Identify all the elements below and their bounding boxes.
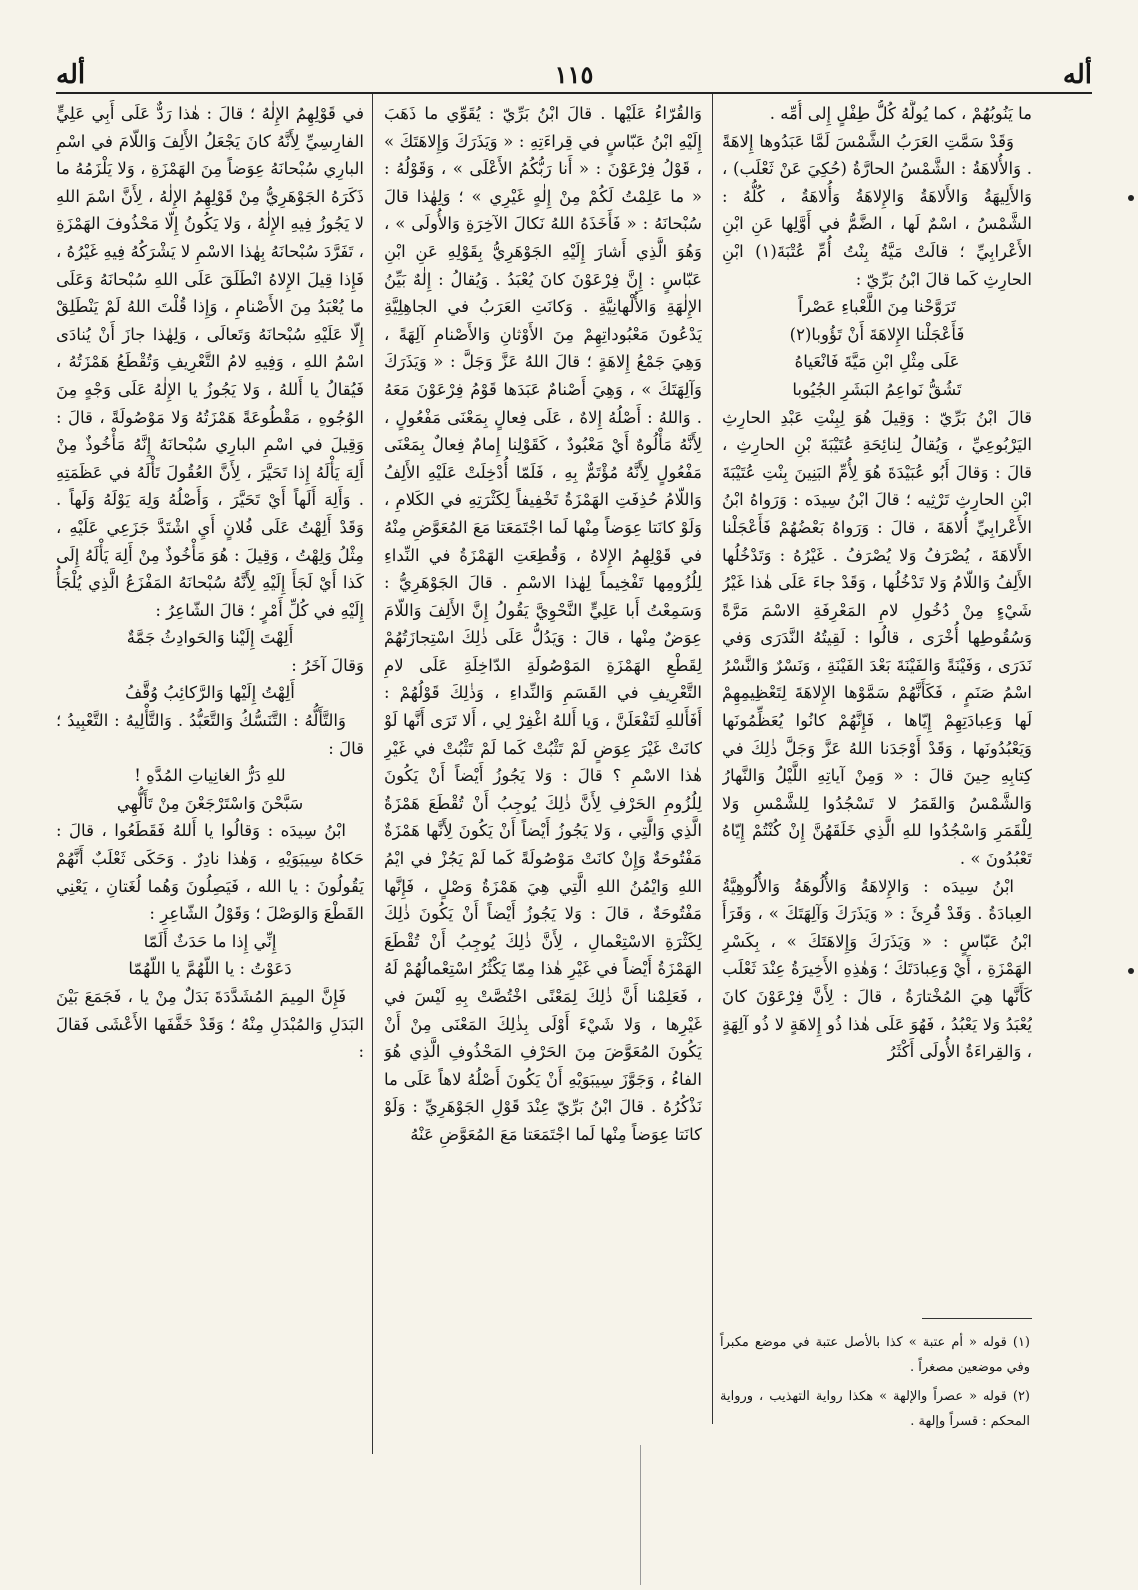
column-right xyxy=(722,100,1032,1310)
paragraph: وَالقُرّاءُ عَلَيْها . قالَ ابْنُ بَرِّيّ : يُقَوِّي ما ذَهَبَ إِلَيْهِ ابْنُ عَبّاسٍ في قِراءَتِهِ : « وَيَذَرَكَ وَإِلاهَتَكَ » ، قَوْلُ فِرْعَوْنَ : « أَنا رَبُّكُمُ الأَعْلَى » ، وَقَوْلُهُ : « ما عَلِمْتُ لَكُمْ مِنْ إِلٰهٍ غَيْرِي » ؛ وَلِهٰذا قالَ سُبْحانَهُ : « فَأَخَذَهُ اللهُ نَكالَ الآخِرَةِ وَالأُولَى » ، وَهُوَ الَّذِي أَشارَ إِلَيْهِ الجَوْهَرِيُّ بِقَوْلِهِ عَنِ ابْنِ عَبّاسٍ : إِنَّ فِرْعَوْنَ كانَ يُعْبَدُ . وَيُقالُ : إِلٰهٌ بَيِّنُ الإِلٰهَةِ وَالأُلْهانِيَّةِ . وَكانَتِ العَرَبُ في الجاهِلِيَّةِ يَدْعُونَ مَعْبُوداتِهِمْ مِنَ الأَوْثانِ وَالأَصْنامِ آلِهَةً ، وَهِيَ جَمْعُ إِلاهَةٍ ؛ قالَ اللهُ عَزَّ وَجَلَّ : « وَيَذَرَكَ وَآلِهَتَكَ » ، وَهِيَ أَصْنامٌ عَبَدَها قَوْمُ فِرْعَوْنَ مَعَهُ . وَاللهُ : أَصْلُهُ إِلاهٌ ، عَلَى فِعالٍ بِمَعْنَى مَفْعُولٍ ، لِأَنَّهُ مَأْلُوهٌ أَيْ مَعْبُودٌ ، كَقَوْلِنا إِمامٌ فِعالٌ بِمَعْنَى مَفْعُولٍ لِأَنَّهُ مُؤْتَمٌّ بِهِ ، فَلَمّا أُدْخِلَتْ عَلَيْهِ الأَلِفُ وَاللّامُ حُذِفَتِ الهَمْزَةُ تَخْفِيفاً لِكَثْرَتِهِ في الكَلامِ ، وَلَوْ كانَتا عِوَضاً مِنْها لَما اجْتَمَعَتا مَعَ المُعَوَّضِ مِنْهُ في قَوْلِهِمُ الإِلاهُ ، وَقُطِعَتِ الهَمْزَةُ في النِّداءِ لِلُزُومِها تَفْخِيماً لِهٰذا الاسْمِ . قالَ الجَوْهَرِيُّ : وَسَمِعْتُ أَبا عَلِيٍّ النَّحْوِيَّ يَقُولُ إِنَّ الأَلِفَ وَاللّامَ عِوَضٌ مِنْها ، قالَ : وَيَدُلُّ عَلَى ذٰلِكَ اسْتِجازَتُهُمْ لِقَطْعِ الهَمْزَةِ المَوْصُولَةِ الدّاخِلَةِ عَلَى لامِ التَّعْرِيفِ في القَسَمِ وَالنِّداءِ ، وَذٰلِكَ قَوْلُهُمْ : أَفَأَللهِ لَتَفْعَلَنَّ ، وَيا أَللهُ اغْفِرْ لِي ، أَلا تَرَى أَنَّها لَوْ كانَتْ غَيْرَ عِوَضٍ لَمْ تَثْبُتْ كَما لَمْ تَثْبُتْ في غَيْرِ هٰذا الاسْمِ ؟ قالَ : وَلا يَجُوزُ أَيْضاً أَنْ يَكُونَ لِلُزُومِ الحَرْفِ لِأَنَّ ذٰلِكَ يُوجِبُ أَنْ تُقْطَعَ هَمْزَةُ الَّذِي وَالَّتِي ، وَلا يَجُوزُ أَيْضاً أَنْ يَكُونَ لِأَنَّها هَمْزَةٌ مَفْتُوحَةٌ وَإِنْ كانَتْ مَوْصُولَةً كَما لَمْ يَجُزْ في ايْمُ اللهِ وَايْمُنُ اللهِ الَّتِي هِيَ هَمْزَةُ وَصْلٍ ، فَإِنَّها مَفْتُوحَةٌ ، قالَ : وَلا يَجُوزُ أَيْضاً أَنْ يَكُونَ ذٰلِكَ لِكَثْرَةِ الاسْتِعْمالِ ، لِأَنَّ ذٰلِكَ يُوجِبُ أَنْ تُقْطَعَ الهَمْزَةُ أَيْضاً في غَيْرِ هٰذا مِمّا يَكْثُرُ اسْتِعْمالُهُمْ لَهُ ، فَعَلِمْنا أَنَّ ذٰلِكَ لِمَعْنًى اخْتُصَّتْ بِهِ لَيْسَ في غَيْرِها ، وَلا شَيْءَ أَوْلَى بِذٰلِكَ المَعْنَى مِنْ أَنْ يَكُونَ المُعَوَّضَ مِنَ الحَرْفِ المَحْذُوفِ الَّذِي هُوَ الفاءُ ، وَجَوَّزَ سِيبَوَيْهِ أَنْ يَكُونَ أَصْلُهُ لاهاً عَلَى ما نَذْكُرُهُ . قالَ ابْنُ بَرِّيّ عِنْدَ قَوْلِ الجَوْهَرِيِّ : وَلَوْ كانَتا عِوَضاً مِنْها لَما اجْتَمَعَتا مَعَ المُعَوَّضِ عَنْهُ xyxy=(384,104,702,1144)
verse-line: دَعَوْتُ : يا اللّهُمَّ يا اللّهُمّا xyxy=(128,959,292,979)
header-rule xyxy=(56,92,1092,94)
verse-line: سَبَّحْنَ وَاسْتَرْجَعْنَ مِنْ تَأَلُّهِي xyxy=(116,793,304,813)
header-entry-word-right: أله xyxy=(1062,60,1092,90)
column-middle xyxy=(384,100,702,1430)
page-number: ١١٥ xyxy=(554,60,594,89)
paragraph: قالَ ابْنُ بَرِّيّ : وَقِيلَ هُوَ لِبِنْتِ عَبْدِ الحارِثِ اليَرْبُوعِيِّ ، وَيُقالُ لِنائِحَةِ عُتَيْبَةَ بْنِ الحارِثِ ، قالَ : وَقالَ أَبُو عُبَيْدَةَ هُوَ لِأُمِّ البَنِينَ بِنْتِ عُتَيْبَةَ ابْنِ الحارِثِ تَرْثِيه ؛ قالَ ابْنُ سِيدَه : وَرَواهُ ابْنُ الأَعْرابِيِّ أُلاهَةَ ، قالَ : وَرَواهُ بَعْضُهُمْ فَأَعْجَلْنا الأَلاهَةَ ، يُصْرَفُ وَلا يُصْرَفُ . غَيْرُهُ : وَتَدْخُلُها الأَلِفُ وَاللّامُ وَلا تَدْخُلُها ، وَقَدْ جاءَ عَلَى هٰذا غَيْرُ شَيْءٍ مِنْ دُخُولِ لامِ المَعْرِفَةِ الاسْمَ مَرَّةً وَسُقُوطِها أُخْرَى ، قالُوا : لَقِيتُهُ النَّدَرَى وَفي نَدَرَى ، وَفَيْنَةً وَالفَيْنَةَ بَعْدَ الفَيْنَةِ ، وَنَسْرٌ وَالنَّسْرُ اسْمُ صَنَمٍ ، فَكَأَنَّهُمْ سَمَّوْها الإِلاهَةَ لِتَعْظِيمِهِمْ لَها وَعِبادَتِهِمْ إِيّاها ، فَإِنَّهُمْ كانُوا يُعَظِّمُونَها وَيَعْبُدُونَها ، وَقَدْ أَوْجَدَنا اللهُ عَزَّ وَجَلَّ ذٰلِكَ في كِتابِهِ حِينَ قالَ : « وَمِنْ آياتِهِ اللَّيْلُ وَالنَّهارُ وَالشَّمْسُ وَالقَمَرُ لا تَسْجُدُوا لِلشَّمْسِ وَلا لِلْقَمَرِ وَاسْجُدُوا للهِ الَّذِي خَلَقَهُنَّ إِنْ كُنْتُمْ إِيّاهُ تَعْبُدُونَ » . xyxy=(722,407,1032,869)
paragraph: ما يَنُوبُهُمْ ، كما يُولَّهُ كُلُّ طِفْلٍ إِلى أُمِّه . xyxy=(769,104,1032,123)
verse-line: تَشُقُّ نَواعِمُ البَشَرِ الجُيُوبا xyxy=(792,379,962,399)
paragraph: ابْنُ سِيدَه : وَالإِلاهَةُ وَالأُلُوهَةُ وَالأُلُوهِيَّةُ العِبادَةُ . وَقَدْ قُرِئَ : « وَيَذَرَكَ وَآلِهَتَكَ » ، وَقَرَأَ ابْنُ عَبّاسٍ : « وَيَذَرَكَ وَإِلاهَتَكَ » ، بِكَسْرِ الهَمْزَةِ ، أَيْ وَعِبادَتَكَ ؛ وَهٰذِهِ الأَخِيرَةُ عِنْدَ ثَعْلَب كَأَنَّها هِيَ المُخْتارَةُ ، قالَ : لِأَنَّ فِرْعَوْنَ كانَ يُعْبَدُ وَلا يَعْبُدُ ، فَهُوَ عَلَى هٰذا ذُو إِلاهَةٍ لا ذُو آلِهَةٍ ، وَالقِراءَةُ الأُولَى أَكْثَرُ xyxy=(722,876,1032,1062)
verse-line: تَرَوَّحْنا مِنَ اللَّعْباءِ عَصْراً xyxy=(798,297,956,317)
margin-mark xyxy=(1128,968,1134,974)
paragraph: ابْنُ سِيدَه : وَقالُوا يا أَللهُ فَقَطَعُوا ، قالَ : حَكاهُ سِيبَوَيْهِ ، وَهٰذا نادِرٌ . وَحَكَى ثَعْلَبٌ أَنَّهُمْ يَقُولُونَ : يا الله ، فَيَصِلُونَ وَهُما لُغَتانِ ، يَعْنِي القَطْعَ وَالوَصْلَ ؛ وَقَوْلُ الشّاعِرِ : xyxy=(56,821,364,924)
verse-line: أَلِهْتَ إِلَيْنا وَالحَوادِثُ جَمَّةٌ xyxy=(126,628,294,648)
paragraph: فَإِنَّ المِيمَ المُشَدَّدَةَ بَدَلٌ مِنْ يا ، فَجَمَعَ بَيْنَ البَدَلِ وَالمُبْدَلِ مِنْهُ ؛ وَقَدْ خَفَّفَها الأَعْشَى فَقالَ : xyxy=(56,987,364,1062)
column-left xyxy=(56,100,364,1430)
paragraph: في قَوْلِهِمُ الإِلٰهُ ؛ قالَ : هٰذا رَدٌّ عَلَى أَبِي عَلِيٍّ الفارِسِيِّ لِأَنَّهُ كانَ يَجْعَلُ الأَلِفَ وَاللّامَ في اسْمِ البارِي سُبْحانَهُ عِوَضاً مِنَ الهَمْزَةِ ، وَلا يَلْزَمُهُ ما ذَكَرَهُ الجَوْهَرِيُّ مِنْ قَوْلِهِمُ الإِلٰهُ ، لِأَنَّ اسْمَ اللهِ لا يَجُوزُ فِيهِ الإِلٰهُ ، وَلا يَكُونُ إِلّا مَحْذُوفَ الهَمْزَةِ ، تَفَرَّدَ سُبْحانَهُ بِهٰذا الاسْمِ لا يَشْرَكُهُ فِيهِ غَيْرُهُ ، فَإِذا قِيلَ الإِلاهُ انْطَلَقَ عَلَى اللهِ سُبْحانَهُ وَعَلَى ما يُعْبَدُ مِنَ الأَصْنامِ ، وَإِذا قُلْتَ اللهُ لَمْ يَنْطَلِقْ إِلّا عَلَيْهِ سُبْحانَهُ وَتَعالَى ، وَلِهٰذا جازَ أَنْ يُنادَى اسْمُ اللهِ ، وَفِيهِ لامُ التَّعْرِيفِ وَتُقْطَعُ هَمْزَتُهُ ، فَيُقالُ يا أَللهُ ، وَلا يَجُوزُ يا الإِلٰهُ عَلَى وَجْهٍ مِنَ الوُجُوهِ ، مَقْطُوعَةً هَمْزَتُهُ وَلا مَوْصُولَةً ، قالَ : وَقِيلَ في اسْمِ البارِي سُبْحانَهُ إِنَّهُ مَأْخُوذٌ مِنْ أَلِهَ يَأْلَهُ إِذا تَحَيَّرَ ، لِأَنَّ العُقُولَ تَأْلَهُ في عَظَمَتِهِ . وَأَلِهَ أَلَهاً أَيْ تَحَيَّرَ ، وَأَصْلُهُ وَلِهَ يَوْلَهُ وَلَهاً . وَقَدْ أَلِهْتُ عَلَى فُلانٍ أَيِ اشْتَدَّ جَزَعِي عَلَيْهِ ، مِثْلُ وَلِهْتُ ، وَقِيلَ : هُوَ مَأْخُوذٌ مِنْ أَلِهَ يَأْلَهُ إِلَى كَذا أَيْ لَجَأَ إِلَيْهِ لِأَنَّهُ سُبْحانَهُ المَفْزَعُ الَّذِي يُلْجَأُ إِلَيْهِ في كُلِّ أَمْرٍ ؛ قالَ الشّاعِرُ : xyxy=(56,104,364,620)
verse-line: أَلِهْتُ إِلَيْها وَالرَّكائِبُ وُقَّفُ xyxy=(125,683,295,703)
header-entry-word-left: أله xyxy=(56,60,86,90)
verse-line: للهِ دَرُّ الغانِياتِ المُدَّهِ ! xyxy=(134,766,286,786)
scan-artifact-line xyxy=(640,1445,641,1585)
page-header xyxy=(56,60,1092,100)
column-divider-left xyxy=(372,94,373,1454)
paragraph: وَالتَّأَلُّهُ : التَّنَسُّكُ وَالتَّعَبُّدُ . وَالتَّأْلِيهُ : التَّعْبِيدُ ؛ قالَ : xyxy=(56,711,364,758)
verse-line: إِنِّي إِذا ما حَدَثٌ أَلَمّا xyxy=(143,931,277,951)
footnote: (١) قوله « أم عتبة » كذا بالأصل عتبة في موضع مكبراً وفي موضعين مصغراً . xyxy=(720,1335,1030,1375)
paragraph: وَقَدْ سَمَّتِ العَرَبُ الشَّمْسَ لَمَّا عَبَدُوها إِلاهَةً . وَالأُلاهَةُ : الشَّمْسُ الحارَّةُ (حُكِيَ عَنْ ثَعْلَب) ، وَالأَلِيهَةُ وَالأَلاهَةُ وَالإِلاهَةُ وَأُلاهَةُ ، كُلُّهُ : الشَّمْسُ ، اسْمٌ لَها ، الضَّمُّ في أَوَّلِها عَنِ ابْنِ الأَعْرابِيِّ ؛ قالَتْ مَيَّةُ بِنْتُ أُمِّ عُتْبَةَ(١) ابْنِ الحارِثِ كَما قالَ ابْنُ بَرِّيّ : xyxy=(722,131,1032,289)
column-divider-right xyxy=(712,94,713,1424)
verse-line: فَأَعْجَلْنا الإِلاهَةَ أَنْ تَؤُوبا(٢) xyxy=(789,324,965,344)
footnotes xyxy=(720,1330,1030,1438)
paragraph: وَقالَ آخَرُ : xyxy=(291,655,364,675)
margin-mark xyxy=(1128,195,1134,201)
footnote: (٢) قوله « عصراً والإلهة » هكذا رواية التهذيب ، ورواية المحكم : قسراً وإلهة . xyxy=(720,1389,1030,1429)
verse-line: عَلَى مِثْلِ ابْنِ مَيَّةَ فَانْعَياهُ xyxy=(794,352,960,372)
footnote-rule xyxy=(922,1318,1032,1319)
